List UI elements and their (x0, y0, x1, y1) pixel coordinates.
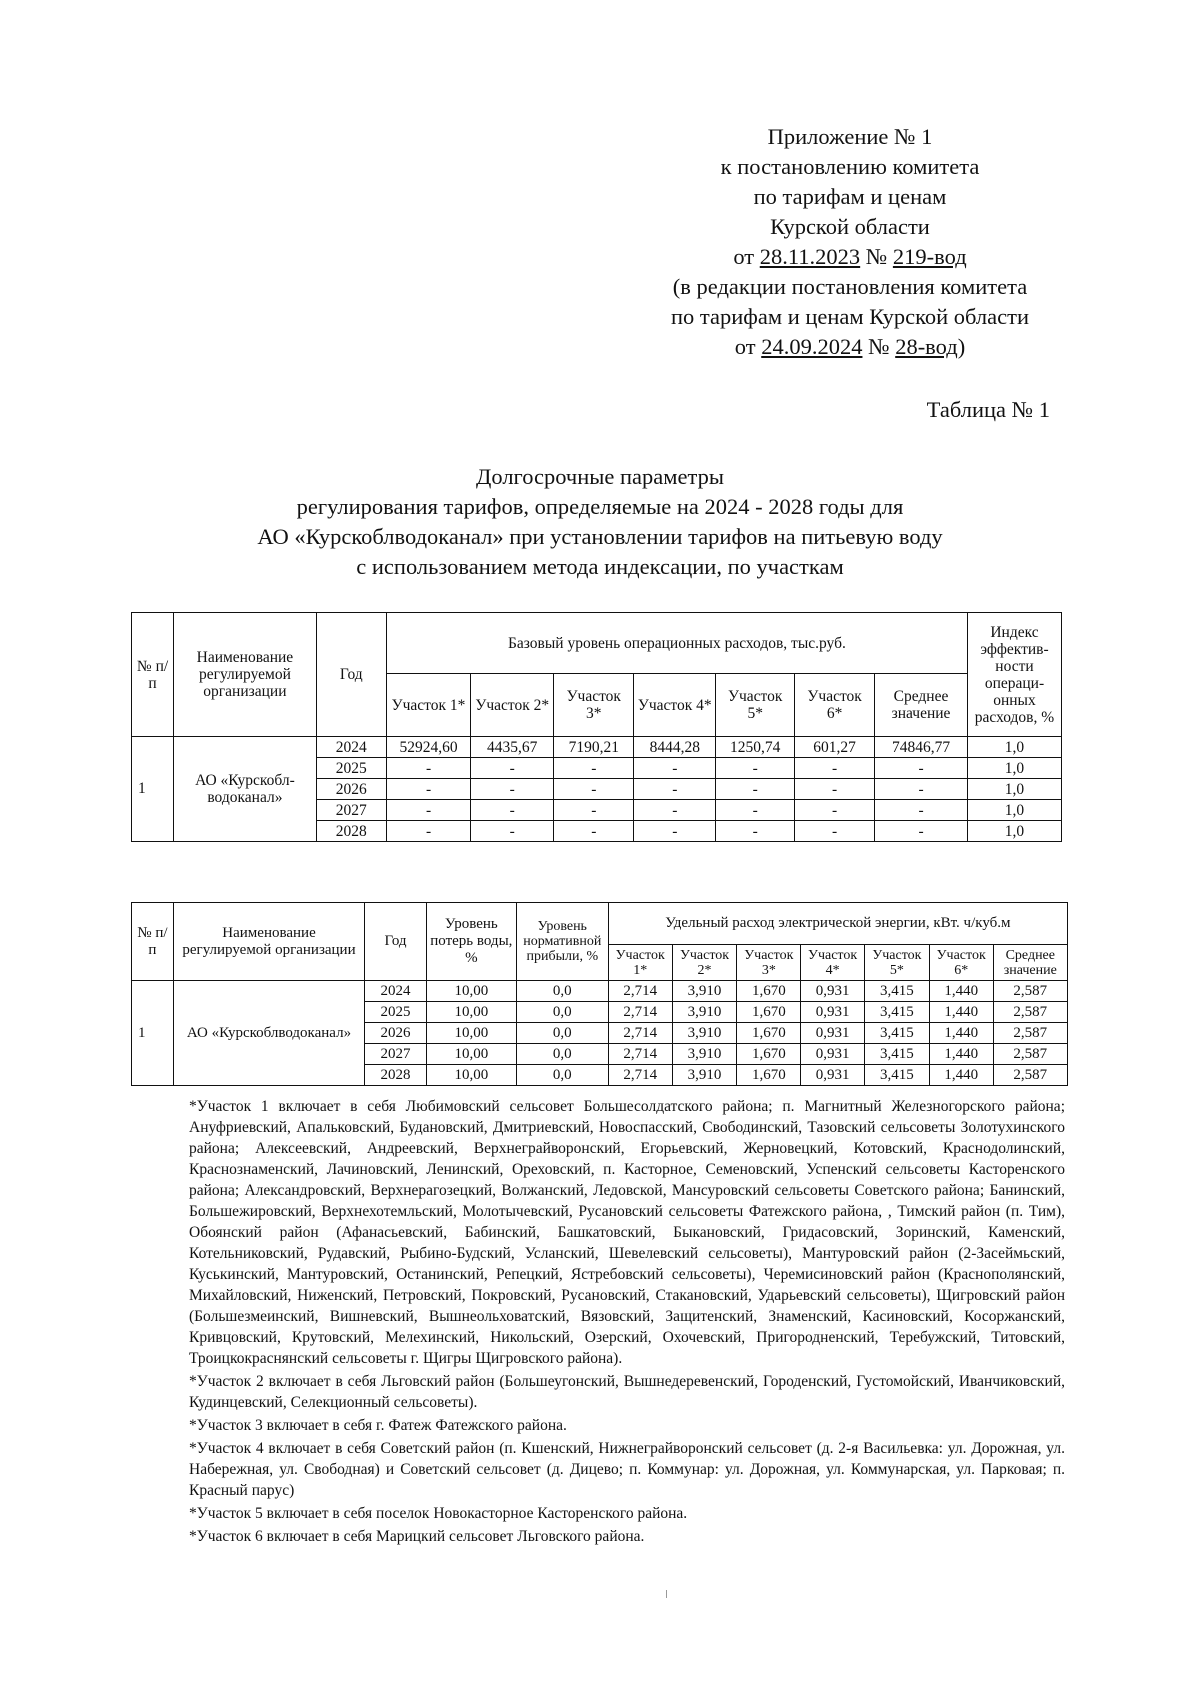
value-cell: - (795, 758, 875, 779)
average-cell: 2,587 (993, 981, 1067, 1002)
value-cell: 1,670 (737, 981, 801, 1002)
value-cell: 2,714 (608, 1065, 672, 1086)
revision-prefix: от (734, 334, 762, 359)
value-cell: 1,440 (929, 1002, 993, 1023)
appendix-line: (в редакции постановления комитета (672, 274, 1028, 299)
value-cell: 3,910 (672, 981, 737, 1002)
average-cell: 2,587 (993, 1065, 1067, 1086)
value-cell: 3,415 (864, 1002, 929, 1023)
footnote-section-1: *Участок 1 включает в себя Любимовский сельсовет Большесолдатского района; п. Магнитный Железногорского района; Ануфриевский, Апальковский, Будановский, Дмитриевский, Новоспасский, Свободинский, Тазовский сельсоветы Золотухинского района; Алексеевский, Андреевский, Верхнеграйворонский, Егорьевский, Жерновецкий, Котовский, Краснодолинский, Краснознаменский, Лачиновский, Ленинский, Ореховский, п. Касторное, Семеновский, Успенский сельсоветы Касторенского района; Александровский, Верхнерагозецкий, Волжанский, Ледовской, Мансуровский сельсоветы Советского района; Банинский, Большежировский, Верхнехотемльский, Молотычевский, Русановский сельсоветы Фатежского района, , Тимский район (п. Тим), Обоянский район (Афанасьевский, Бабинский, Башкатовский, Быкановский, Гридасовский, Зоринский, Каменский, Котельниковский, Рудавский, Рыбино-Будский, Усланский, Шевелевский сельсоветы), Мантуровский район (2-Засеймьский, Куськинский, Мантуровский, Останинский, Репецкий, Ястребовский сельсоветы), Черемисиновский район (Краснополянский, Михайловский, Ниженский, Петровский, Покровский, Русановский, Стакановский, Ударьевский сельсоветы), Щигровский район (Большезмеинский, Вишневский, Вышнеольховатский, Вязовский, Защитенский, Знаменский, Касиновский, Косоржанский, Кривцовский, Крутовский, Мелехинский, Никольский, Озерский, Охочевский, Пригородненский, Теребужский, Титовский, Троицкокраснянский сельсоветы г. Щигры Щигровского района). (189, 1098, 1065, 1367)
header-section-6: Участок 6* (795, 674, 875, 737)
value-cell: - (471, 821, 554, 842)
header-organization: Наименование регулируемой организации (174, 613, 317, 737)
header-section-4: Участок 4* (801, 945, 865, 981)
header-section-3: Участок 3* (554, 674, 634, 737)
value-cell: - (554, 779, 634, 800)
value-cell: 0,931 (801, 1023, 865, 1044)
value-cell: 1,670 (737, 1023, 801, 1044)
row-number: 1 (132, 981, 174, 1086)
value-cell: 601,27 (795, 737, 875, 758)
revision-date: 24.09.2024 (761, 334, 863, 359)
value-cell: - (554, 758, 634, 779)
value-cell: 3,415 (864, 1065, 929, 1086)
value-cell: 3,910 (672, 1002, 737, 1023)
water-loss-cell: 10,00 (426, 1065, 516, 1086)
value-cell: - (386, 758, 470, 779)
appendix-revision-line (600, 332, 1100, 362)
value-cell: - (386, 779, 470, 800)
year-cell: 2025 (365, 1002, 427, 1023)
header-average: Среднее значение (875, 674, 968, 737)
value-cell: 2,714 (608, 1023, 672, 1044)
value-cell: 4435,67 (471, 737, 554, 758)
value-cell: - (716, 758, 795, 779)
header-number: № п/п (132, 613, 174, 737)
profit-cell: 0,0 (516, 1023, 608, 1044)
value-cell: - (554, 800, 634, 821)
order-prefix: от (733, 244, 760, 269)
row-number: 1 (132, 737, 174, 842)
value-cell: - (795, 800, 875, 821)
appendix-line: Приложение № 1 (767, 124, 933, 149)
value-cell: 1,670 (737, 1065, 801, 1086)
opex-table (131, 612, 1062, 842)
revision-suffix: ) (957, 334, 966, 359)
header-energy: Удельный расход электрической энергии, кВт. ч/куб.м (608, 903, 1067, 945)
value-cell: - (386, 800, 470, 821)
value-cell: - (554, 821, 634, 842)
value-cell: 0,931 (801, 1065, 865, 1086)
value-cell: 2,714 (608, 1002, 672, 1023)
document-title (130, 462, 1070, 582)
value-cell: 1,440 (929, 1044, 993, 1065)
footnote-section-5: *Участок 5 включает в себя поселок Новокасторное Касторенского района. (189, 1505, 688, 1522)
value-cell: - (634, 821, 716, 842)
index-cell: 1,0 (967, 758, 1061, 779)
water-loss-cell: 10,00 (426, 981, 516, 1002)
header-section-1: Участок 1* (386, 674, 470, 737)
profit-cell: 0,0 (516, 1044, 608, 1065)
year-cell: 2024 (365, 981, 427, 1002)
year-cell: 2026 (365, 1023, 427, 1044)
header-average: Среднее значение (993, 945, 1067, 981)
header-section-3: Участок 3* (737, 945, 801, 981)
appendix-line: к постановлению комитета (720, 154, 980, 179)
average-cell: 74846,77 (875, 737, 968, 758)
value-cell: - (716, 821, 795, 842)
value-cell: - (634, 800, 716, 821)
value-cell: 3,910 (672, 1023, 737, 1044)
header-section-5: Участок 5* (716, 674, 795, 737)
average-cell: 2,587 (993, 1002, 1067, 1023)
average-cell: - (875, 800, 968, 821)
value-cell: - (634, 758, 716, 779)
order-number: 219-вод (892, 244, 967, 269)
value-cell: 0,931 (801, 981, 865, 1002)
average-cell: - (875, 758, 968, 779)
footnote-section-3: *Участок 3 включает в себя г. Фатеж Фатежского района. (189, 1417, 567, 1434)
value-cell: 0,931 (801, 1002, 865, 1023)
water-loss-cell: 10,00 (426, 1023, 516, 1044)
header-number: № п/п (132, 903, 174, 981)
order-date: 28.11.2023 (759, 244, 861, 269)
appendix-header (600, 122, 1100, 362)
title-line: регулирования тарифов, определяемые на 2024 - 2028 годы для (296, 494, 904, 519)
value-cell: - (471, 779, 554, 800)
value-cell: - (795, 779, 875, 800)
value-cell: 7190,21 (554, 737, 634, 758)
average-cell: 2,587 (993, 1023, 1067, 1044)
profit-cell: 0,0 (516, 1002, 608, 1023)
value-cell: 1,670 (737, 1002, 801, 1023)
appendix-line: по тарифам и ценам Курской области (670, 304, 1030, 329)
table-label: Таблица № 1 (926, 397, 1050, 422)
header-section-1: Участок 1* (608, 945, 672, 981)
year-cell: 2027 (365, 1044, 427, 1065)
value-cell: 1,440 (929, 1023, 993, 1044)
header-year: Год (365, 903, 427, 981)
organization-name: АО «Курскоблводоканал» (173, 981, 364, 1086)
appendix-line: Курской области (770, 214, 930, 239)
value-cell: - (471, 758, 554, 779)
value-cell: - (634, 779, 716, 800)
title-line: с использованием метода индексации, по участкам (356, 554, 844, 579)
profit-cell: 0,0 (516, 981, 608, 1002)
title-line: Долгосрочные параметры (476, 464, 724, 489)
table-row (132, 981, 1068, 1002)
year-cell: 2028 (316, 821, 386, 842)
value-cell: 1250,74 (716, 737, 795, 758)
water-loss-cell: 10,00 (426, 1002, 516, 1023)
value-cell: 1,440 (929, 1065, 993, 1086)
value-cell: - (716, 779, 795, 800)
index-cell: 1,0 (967, 821, 1061, 842)
title-line: АО «Курскоблводоканал» при установлении тарифов на питьевую воду (257, 524, 943, 549)
footnotes (189, 1096, 1065, 1549)
organization-name: АО «Курскобл-водоканал» (174, 737, 317, 842)
index-cell: 1,0 (967, 779, 1061, 800)
profit-cell: 0,0 (516, 1065, 608, 1086)
value-cell: 1,440 (929, 981, 993, 1002)
footnote-section-6: *Участок 6 включает в себя Марицкий сельсовет Льговского района. (189, 1528, 645, 1545)
header-section-2: Участок 2* (471, 674, 554, 737)
scan-mark (666, 1590, 667, 1598)
index-cell: 1,0 (967, 737, 1061, 758)
value-cell: 3,910 (672, 1044, 737, 1065)
footnote-section-4: *Участок 4 включает в себя Советский район (п. Кшенский, Нижнеграйворонский сельсовет (д. 2-я Васильевка: ул. Дорожная, ул. Набережная, ул. Свободная) и Советский сельсовет (д. Дицево; п. Коммунар: ул. Дорожная, ул. Коммунарская, ул. Парковая; п. Красный парус) (189, 1440, 1065, 1499)
value-cell: 3,415 (864, 1044, 929, 1065)
appendix-line: по тарифам и ценам (753, 184, 947, 209)
average-cell: - (875, 821, 968, 842)
value-cell: 3,910 (672, 1065, 737, 1086)
value-cell: - (471, 800, 554, 821)
value-cell: 0,931 (801, 1044, 865, 1065)
value-cell: 1,670 (737, 1044, 801, 1065)
average-cell: - (875, 779, 968, 800)
year-cell: 2024 (316, 737, 386, 758)
appendix-order-line (600, 242, 1100, 272)
header-section-5: Участок 5* (864, 945, 929, 981)
water-loss-cell: 10,00 (426, 1044, 516, 1065)
value-cell: 3,415 (864, 1023, 929, 1044)
value-cell: - (386, 821, 470, 842)
revision-number: 28-вод (895, 334, 958, 359)
revision-number-prefix: № (862, 334, 896, 359)
header-section-2: Участок 2* (672, 945, 737, 981)
header-profit-level: Уровень нормативной прибыли, % (516, 903, 608, 981)
value-cell: 2,714 (608, 1044, 672, 1065)
order-number-prefix: № (860, 244, 893, 269)
value-cell: - (795, 821, 875, 842)
header-section-6: Участок 6* (929, 945, 993, 981)
average-cell: 2,587 (993, 1044, 1067, 1065)
table-row (132, 737, 1062, 758)
header-year: Год (316, 613, 386, 737)
header-water-loss: Уровень потерь воды, % (426, 903, 516, 981)
energy-table (131, 902, 1068, 1086)
index-cell: 1,0 (967, 800, 1061, 821)
year-cell: 2027 (316, 800, 386, 821)
value-cell: 52924,60 (386, 737, 470, 758)
value-cell: 2,714 (608, 981, 672, 1002)
value-cell: - (716, 800, 795, 821)
header-section-4: Участок 4* (634, 674, 716, 737)
year-cell: 2028 (365, 1065, 427, 1086)
value-cell: 8444,28 (634, 737, 716, 758)
footnote-section-2: *Участок 2 включает в себя Льговский район (Большеугонский, Вышнедеревенский, Городенский, Густомойский, Иванчиковский, Кудинцевский, Селекционный сельсоветы). (189, 1373, 1065, 1411)
value-cell: 3,415 (864, 981, 929, 1002)
year-cell: 2026 (316, 779, 386, 800)
header-organization: Наименование регулируемой организации (173, 903, 364, 981)
header-base-opex: Базовый уровень операционных расходов, тыс.руб. (386, 613, 967, 674)
header-efficiency-index: Индекс эффектив-ности операци-онных расходов, % (967, 613, 1061, 737)
year-cell: 2025 (316, 758, 386, 779)
